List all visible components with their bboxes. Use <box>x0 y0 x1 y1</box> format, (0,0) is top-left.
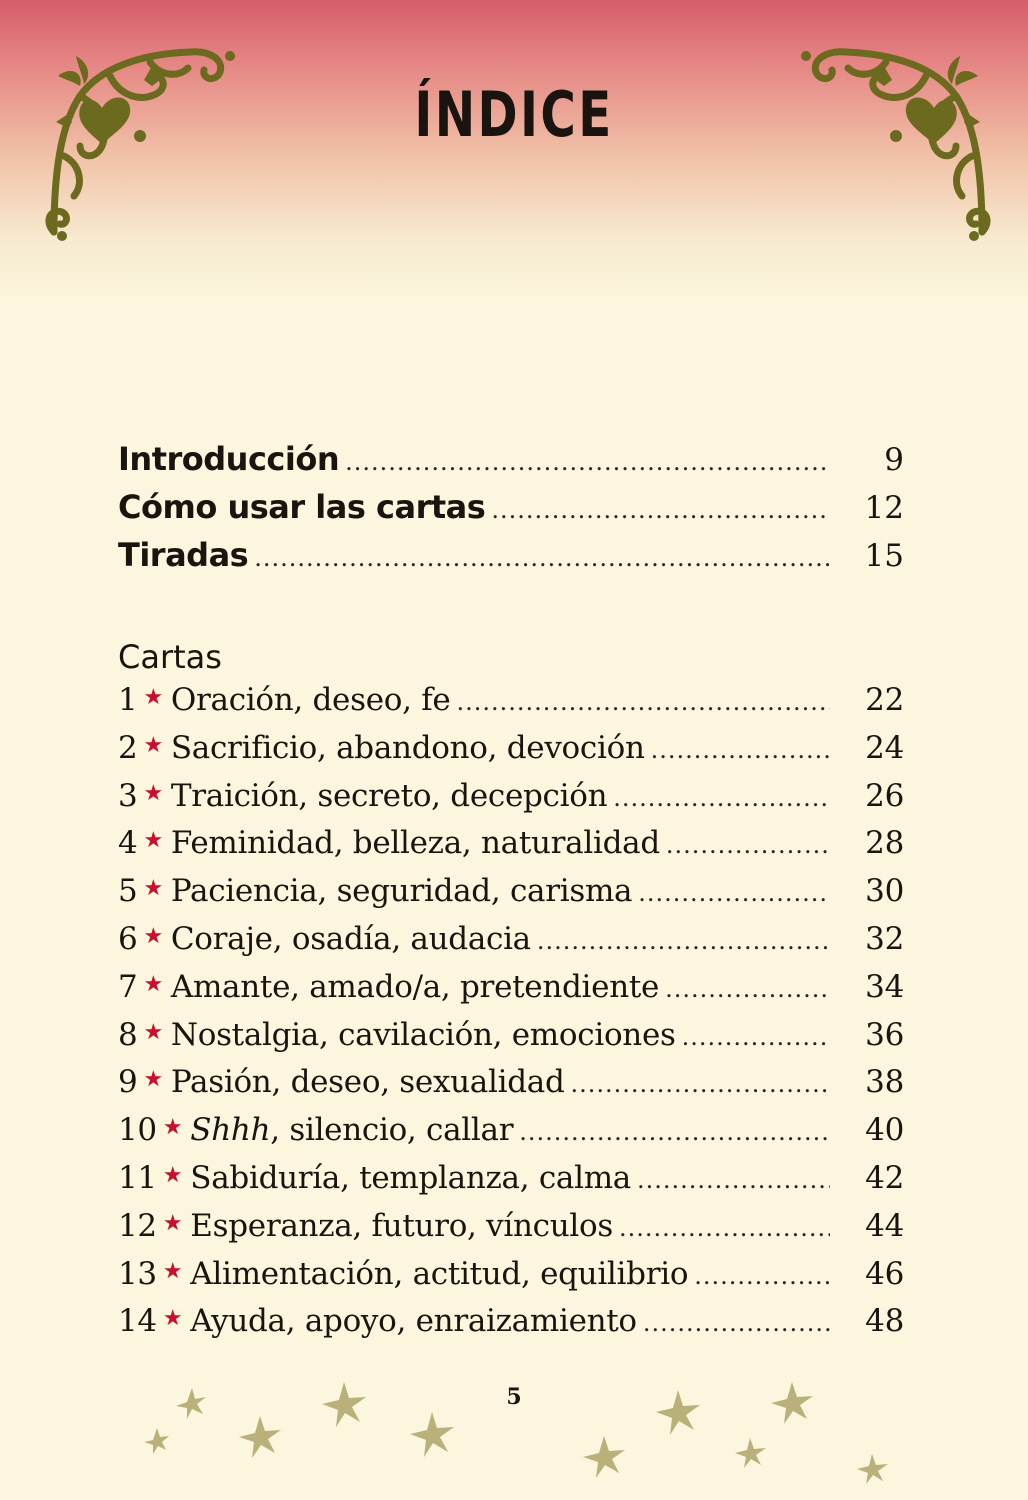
card-entry-label-group <box>118 1064 564 1100</box>
card-entry-label-group <box>118 1017 676 1053</box>
dot-leader <box>619 1214 830 1242</box>
card-entry-label: Paciencia, seguridad, carisma <box>170 873 633 910</box>
card-entry[interactable] <box>118 873 904 921</box>
card-entry-label-group <box>118 873 632 909</box>
toc-page-number: 44 <box>865 1207 904 1244</box>
card-number: 7 <box>118 968 138 1005</box>
toc-page-number: 9 <box>884 442 904 478</box>
card-entry-label: Ayuda, apoyo, enraizamiento <box>190 1303 637 1340</box>
red-star-icon: ★ <box>143 685 163 710</box>
toc-entry-como-usar[interactable] <box>118 488 904 536</box>
card-number: 12 <box>118 1207 157 1244</box>
dot-leader <box>694 1262 830 1290</box>
card-number: 8 <box>118 1016 138 1053</box>
toc-page-number: 38 <box>865 1064 904 1101</box>
red-star-icon: ★ <box>162 1210 183 1236</box>
red-star-icon: ★ <box>143 732 163 758</box>
toc-page-number: 36 <box>865 1016 904 1053</box>
card-entry-label-group <box>118 921 531 957</box>
toc-entry-label: Tiradas <box>118 536 249 574</box>
card-entry-label: Alimentación, actitud, equilibrio <box>190 1255 689 1292</box>
toc-page-number: 24 <box>865 729 904 766</box>
card-entry-label-group <box>118 1112 513 1148</box>
red-star-icon: ★ <box>143 876 163 902</box>
card-entry[interactable] <box>118 1303 904 1351</box>
card-entry-label: Sacrificio, abandono, devoción <box>170 729 645 766</box>
toc-page-number: 22 <box>865 682 904 718</box>
card-entry[interactable] <box>118 825 904 873</box>
dot-leader <box>345 448 830 476</box>
toc-page-number: 42 <box>865 1159 904 1196</box>
card-number: 13 <box>118 1255 157 1292</box>
toc-page-number: 40 <box>865 1112 904 1149</box>
page-title: ÍNDICE <box>414 78 614 151</box>
toc-page-number: 34 <box>865 968 904 1005</box>
dot-leader <box>682 1023 830 1051</box>
toc-page-number: 48 <box>865 1303 904 1340</box>
card-number: 4 <box>118 825 138 862</box>
red-star-icon: ★ <box>162 1258 183 1284</box>
red-star-icon: ★ <box>162 1115 183 1141</box>
toc-page-number: 26 <box>865 777 904 814</box>
card-number: 10 <box>118 1112 157 1149</box>
card-entry-label-group <box>118 682 450 718</box>
red-star-icon: ★ <box>143 828 163 854</box>
card-entry-label: , silencio, callar <box>270 1112 514 1149</box>
card-entry[interactable] <box>118 1256 904 1304</box>
card-entry-label: Coraje, osadía, audacia <box>170 920 531 957</box>
card-entry[interactable] <box>118 682 904 730</box>
toc-page-number: 12 <box>864 490 904 526</box>
toc-entry-tiradas[interactable] <box>118 536 904 584</box>
toc-page-number: 30 <box>865 873 904 910</box>
card-entry-label-group <box>118 1160 631 1196</box>
toc-page-number: 32 <box>865 920 904 957</box>
section-title-cartas: Cartas <box>118 638 222 676</box>
cards-toc-list <box>118 632 904 1351</box>
card-entry-label: Nostalgia, cavilación, emociones <box>170 1016 676 1053</box>
card-entry[interactable] <box>118 969 904 1017</box>
dot-leader <box>638 879 830 907</box>
page-number: 5 <box>506 1384 522 1410</box>
card-number: 1 <box>118 682 138 718</box>
dot-leader <box>643 1309 830 1337</box>
card-entry-label: Pasión, deseo, sexualidad <box>170 1064 565 1101</box>
red-star-icon: ★ <box>143 780 163 806</box>
card-entry-label-group <box>118 730 645 766</box>
card-number: 3 <box>118 777 138 814</box>
dot-leader <box>491 496 830 524</box>
card-entry[interactable] <box>118 730 904 778</box>
card-entry-label: Feminidad, belleza, naturalidad <box>170 825 660 862</box>
card-entry-label: Traición, secreto, decepción <box>170 777 608 814</box>
card-entry[interactable] <box>118 1017 904 1065</box>
red-star-icon: ★ <box>143 1067 163 1093</box>
toc-entry-label: Cómo usar las cartas <box>118 488 486 526</box>
toc-page-number: 28 <box>865 825 904 862</box>
card-entry-label-group <box>118 778 607 814</box>
red-star-icon: ★ <box>162 1306 183 1332</box>
card-entry[interactable] <box>118 1112 904 1160</box>
card-entry-label-group <box>118 825 660 861</box>
dot-leader <box>570 1070 830 1098</box>
card-entry-label-group <box>118 969 659 1005</box>
red-star-icon: ★ <box>143 1019 163 1045</box>
dot-leader <box>665 975 830 1003</box>
dot-leader <box>651 736 830 764</box>
dot-leader <box>254 544 830 572</box>
card-entry-label-group <box>118 1256 688 1292</box>
card-number: 5 <box>118 873 138 910</box>
red-star-icon: ★ <box>143 971 163 997</box>
dot-leader <box>519 1118 830 1146</box>
card-number: 9 <box>118 1064 138 1101</box>
card-entry-label-group <box>118 1208 613 1244</box>
card-number: 14 <box>118 1303 157 1340</box>
card-entry-label: Esperanza, futuro, vínculos <box>190 1207 613 1244</box>
card-number: 6 <box>118 920 138 957</box>
card-entry[interactable] <box>118 1160 904 1208</box>
dot-leader <box>537 927 830 955</box>
card-entry[interactable] <box>118 778 904 826</box>
card-entry-label: Amante, amado/a, pretendiente <box>170 968 660 1005</box>
card-entry-label: Sabiduría, templanza, calma <box>190 1159 631 1196</box>
dot-leader <box>666 831 830 859</box>
main-toc-list <box>118 440 904 584</box>
card-entry[interactable] <box>118 921 904 969</box>
card-entry-label: Oración, deseo, fe <box>170 682 451 718</box>
card-entry[interactable] <box>118 1208 904 1256</box>
toc-page-number: 46 <box>865 1255 904 1292</box>
toc-entry-label: Introducción <box>118 440 340 478</box>
card-number: 2 <box>118 729 138 766</box>
card-entry[interactable] <box>118 1064 904 1112</box>
card-number: 11 <box>118 1159 157 1196</box>
card-entry-label-italic: Shhh <box>190 1112 271 1149</box>
dot-leader <box>456 688 830 716</box>
toc-entry-introduccion[interactable] <box>118 440 904 488</box>
toc-page-number: 15 <box>864 538 904 574</box>
red-star-icon: ★ <box>143 923 163 949</box>
red-star-icon: ★ <box>162 1162 183 1188</box>
card-entry-label-group <box>118 1303 637 1339</box>
dot-leader <box>613 784 830 812</box>
dot-leader <box>637 1166 830 1194</box>
